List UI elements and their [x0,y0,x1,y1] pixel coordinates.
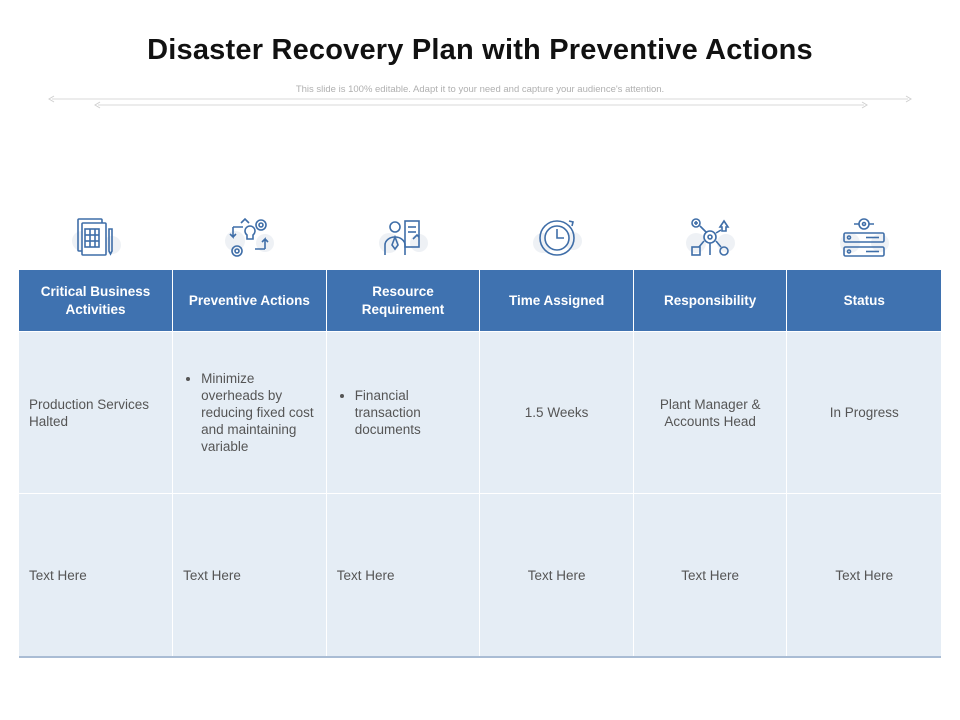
cell-responsibility: Plant Manager & Accounts Head [633,332,787,494]
header-time-assigned: Time Assigned [480,270,634,332]
icons-row [19,208,941,268]
preventive-bullet: • Minimize overheads by reducing fixed cost and maintaining variable [201,370,316,455]
resource-bullet: • Financial transaction documents [355,387,470,438]
cell-time: 1.5 Weeks [480,332,634,494]
person-presenting-icon [326,208,480,268]
page-subtitle: This slide is 100% editable. Adapt it to your need and capture your audience's attention. [295,84,665,95]
clock-icon [480,208,634,268]
cell-resource [326,332,480,494]
header-resource-requirement: Resource Requirement [326,270,480,332]
table-header-row [19,270,941,332]
header-preventive-actions: Preventive Actions [173,270,327,332]
recovery-plan-table [19,270,941,658]
cell-status: In Progress [787,332,941,494]
cell-resource: Text Here [326,494,480,658]
cell-activity: Text Here [19,494,173,658]
table-row [19,494,941,658]
header-critical-business-activities: Critical Business Activities [19,270,173,332]
decorative-divider [46,94,916,110]
table-row [19,332,941,494]
cell-time: Text Here [480,494,634,658]
cell-activity: Production Services Halted [19,332,173,494]
page-title: Disaster Recovery Plan with Preventive Actions [147,34,813,66]
cell-preventive [173,332,327,494]
header-status: Status [787,270,941,332]
responsibility-network-icon [633,208,787,268]
status-progress-icon [787,208,941,268]
cell-responsibility: Text Here [633,494,787,658]
documents-calculator-icon [19,208,173,268]
gears-lightbulb-process-icon [173,208,327,268]
cell-preventive: Text Here [173,494,327,658]
cell-status: Text Here [787,494,941,658]
header-responsibility: Responsibility [633,270,787,332]
